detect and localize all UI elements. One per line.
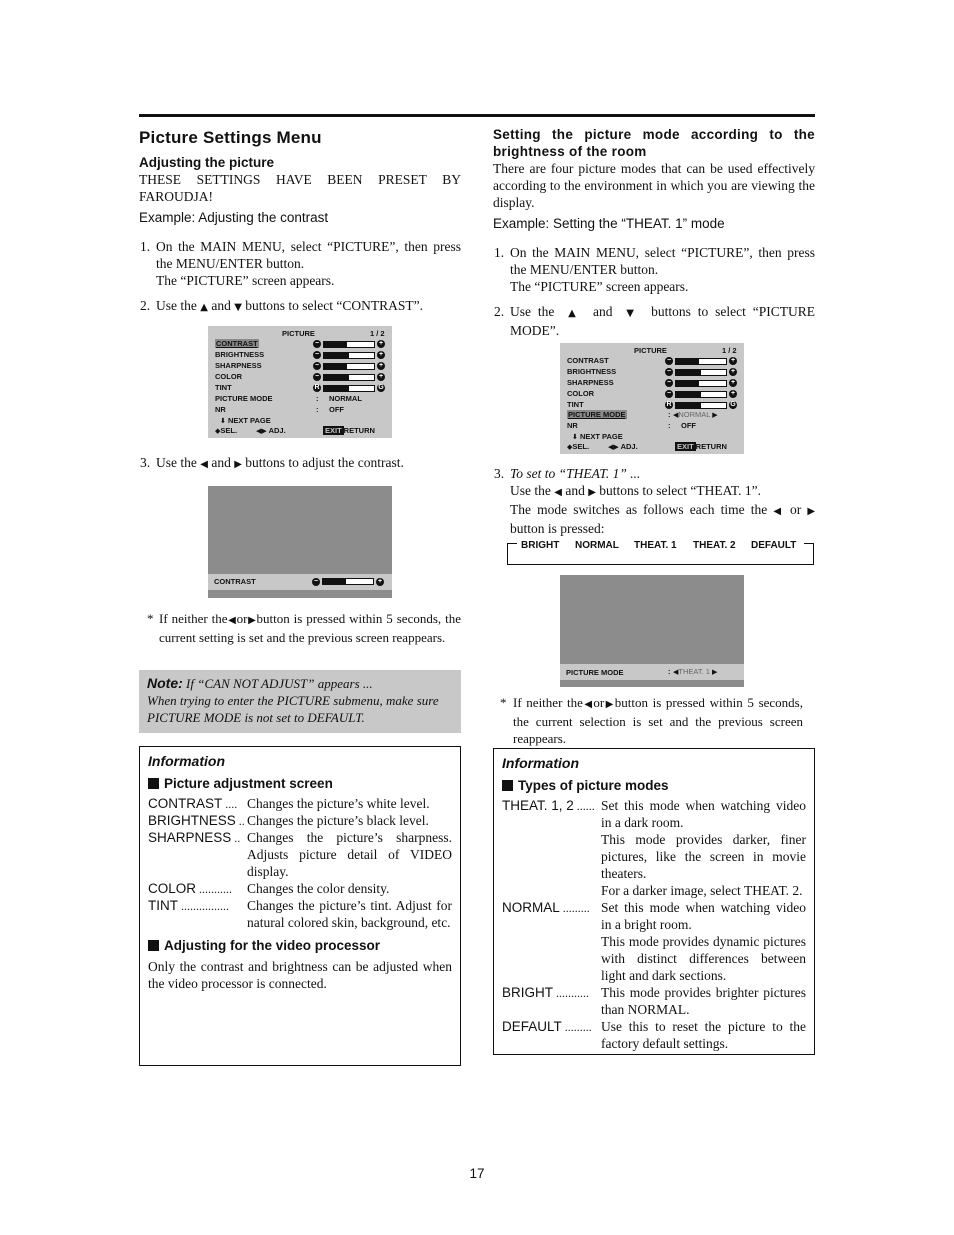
footnote: * If neither the◀or▶button is pressed within 5 seconds, the current setting is set and the previous screen reappears.	[147, 611, 461, 645]
plus-icon: +	[378, 373, 384, 380]
definition-row	[148, 795, 452, 812]
plus-icon: +	[377, 578, 383, 585]
definition-term: DEFAULT .........	[502, 1019, 592, 1034]
right-footnote	[500, 694, 803, 747]
level-bar	[675, 380, 727, 387]
right-example: Example: Setting the “THEAT. 1” mode	[493, 216, 725, 231]
menu-item-contrast: CONTRAST	[567, 356, 609, 365]
right-step-3-block: 3. To set to “THEAT. 1” ... Use the ◀ and ▶ buttons to select “THEAT. 1”. The mode switches as follows each time the ◀ or ▶ button is pressed:	[494, 466, 816, 536]
left-arrow-icon: ◀	[773, 506, 784, 517]
right-step-2-text-a: Use the	[510, 304, 555, 319]
menu-item-sharpness: SHARPNESS	[567, 378, 614, 387]
picture-menu-screen-2	[560, 343, 744, 454]
tint-green-icon: G	[730, 401, 736, 408]
contrast-adjust-screen	[208, 486, 392, 598]
definition-desc: Changes the color density.	[247, 881, 390, 896]
picture-mode-screen	[560, 575, 744, 687]
definition-row	[148, 880, 452, 897]
definition-desc: Set this mode when watching video in a dark room.	[601, 798, 806, 830]
mode-default: DEFAULT	[748, 537, 799, 554]
colon: :	[668, 667, 671, 676]
sel-label: SEL.	[572, 442, 590, 451]
definition-term: CONTRAST ....	[148, 796, 238, 811]
definition-extra: This mode provides dynamic pictures with distinct differences between light and dark sections.	[601, 934, 806, 983]
step-3-text-a: Use the	[156, 455, 197, 470]
picture-mode-bar-value: THEAT. 1	[678, 667, 710, 676]
level-bar	[675, 402, 727, 409]
colon: :	[668, 410, 671, 419]
note-line-1: If “CAN NOT ADJUST” appears ...	[186, 676, 373, 691]
definition-extra: This mode provides darker, finer pictures, like the screen in movie theaters.	[601, 832, 806, 881]
exit-key: EXIT	[677, 442, 694, 451]
menu-item-picture-mode: PICTURE MODE	[568, 410, 626, 419]
colon: :	[316, 405, 319, 414]
right-step-3	[493, 465, 815, 537]
left-right-icon: ◀▶	[608, 443, 619, 451]
right-information-box	[493, 748, 815, 1055]
left-right-icon: ◀▶	[256, 427, 267, 435]
next-page-label: NEXT PAGE	[227, 416, 271, 425]
level-bar	[323, 352, 375, 359]
picture-mode-osd	[560, 664, 744, 680]
definition-desc: Changes the picture’s sharpness. Adjusts picture detail of VIDEO display.	[247, 830, 452, 879]
menu-item-picture-mode: PICTURE MODE	[215, 394, 273, 403]
minus-icon: −	[666, 379, 672, 386]
note-label: Note:	[147, 675, 183, 691]
menu-item-nr: NR	[215, 405, 226, 414]
info-subheading: Types of picture modes	[518, 778, 669, 793]
left-arrow-icon: ◀	[582, 699, 594, 710]
example-label: Example: Adjusting the contrast	[139, 210, 329, 225]
picture-menu-screen	[208, 326, 392, 438]
step-1-text: On the MAIN MENU, select “PICTURE”, then press the MENU/ENTER button.	[156, 239, 461, 271]
nr-value: OFF	[681, 421, 696, 430]
definition-desc: This mode provides brighter pictures than NORMAL.	[601, 985, 806, 1017]
down-arrow-icon: ⬇	[220, 417, 226, 425]
definition-row	[502, 797, 806, 899]
left-footnote	[147, 610, 461, 646]
step-3-text-c: buttons to adjust the contrast.	[245, 455, 404, 470]
level-bar	[675, 369, 727, 376]
contrast-osd	[208, 574, 392, 590]
definition-term: NORMAL .........	[502, 900, 590, 915]
definition-row	[148, 812, 452, 829]
right-footnote-text-b: or	[593, 695, 605, 710]
definition-term: TINT ................	[148, 898, 229, 913]
level-bar	[323, 385, 375, 392]
up-down-icon: ◆	[567, 443, 573, 451]
up-arrow-icon: ▲	[568, 308, 580, 319]
right-footnote-text-c: button is pressed within 5 seconds, the current selection is set and the previous screen reappears.	[513, 695, 803, 746]
menu-title: PICTURE	[282, 329, 315, 338]
menu-item-brightness: BRIGHTNESS	[215, 350, 265, 359]
left-arrow-icon: ◀	[554, 487, 562, 498]
left-step-3	[139, 454, 461, 473]
footnote-text-c: button is pressed within 5 seconds, the current setting is set and the previous screen reappears.	[159, 611, 461, 645]
plus-icon: +	[378, 351, 384, 358]
plus-icon: +	[378, 340, 384, 347]
menu-page: 1 / 2	[722, 346, 737, 355]
sel-label: SEL.	[220, 426, 238, 435]
mode-theat-1: THEAT. 1	[631, 537, 680, 554]
plus-icon: +	[378, 362, 384, 369]
colon: :	[668, 421, 671, 430]
definition-row	[502, 899, 806, 984]
step-2-text-b: and	[211, 298, 231, 313]
menu-item-nr: NR	[567, 421, 578, 430]
menu-title: PICTURE	[634, 346, 667, 355]
mode-bright: BRIGHT	[518, 537, 562, 554]
plus-icon: +	[730, 390, 736, 397]
mode-normal: NORMAL	[572, 537, 622, 554]
definition-desc: Changes the picture’s black level.	[247, 813, 429, 828]
right-heading: Setting the picture mode according to the brightness of the room	[493, 127, 815, 159]
menu-item-sharpness: SHARPNESS	[215, 361, 262, 370]
right-step-2: 2. Use the ▲ and ▼ buttons to select “PICTURE MODE”.	[494, 304, 816, 338]
step-2-text-a: Use the	[156, 298, 197, 313]
return-label: RETURN	[695, 442, 727, 451]
bullet-square-icon	[148, 940, 159, 951]
minus-icon: −	[666, 368, 672, 375]
right-step-3-text-a: Use the	[510, 483, 551, 498]
picture-mode-selector: ◀NORMAL ▶	[673, 410, 718, 419]
level-bar	[675, 358, 727, 365]
definition-term: THEAT. 1, 2 ......	[502, 798, 595, 813]
definition-desc: Changes the picture’s tint. Adjust for natural colored skin, background, etc.	[247, 898, 452, 930]
right-step-1: 1. On the MAIN MENU, select “PICTURE”, then press the MENU/ENTER button. The “PICTURE” screen appears.	[494, 245, 815, 294]
information-title: Information	[148, 753, 225, 769]
picture-mode-value: NORMAL	[678, 410, 711, 419]
right-column	[493, 126, 815, 339]
mode-sequence	[507, 537, 814, 566]
menu-item-brightness: BRIGHTNESS	[567, 367, 617, 376]
bullet-square-icon	[148, 778, 159, 789]
steps-list	[139, 238, 461, 316]
definition-desc: Changes the picture’s white level.	[247, 796, 430, 811]
right-arrow-icon: ▶	[588, 487, 596, 498]
footnote-text-b: or	[236, 611, 248, 626]
right-footnote-text-a: If neither the	[513, 695, 583, 710]
colon: :	[316, 394, 319, 403]
right-step-1-result: The “PICTURE” screen appears.	[510, 279, 689, 294]
definition-extra: For a darker image, select THEAT. 2.	[601, 883, 803, 898]
up-down-icon: ◆	[215, 427, 221, 435]
return-label: RETURN	[343, 426, 375, 435]
minus-icon: −	[314, 340, 320, 347]
level-bar	[675, 391, 727, 398]
level-bar	[323, 374, 375, 381]
contrast-bar-label: CONTRAST	[214, 577, 256, 586]
left-column	[139, 124, 461, 316]
menu-item-tint: TINT	[215, 383, 232, 392]
right-arrow-icon: ▶	[604, 699, 615, 710]
right-step-3-text-e: or	[789, 502, 802, 517]
definition-row	[148, 897, 452, 931]
level-bar	[323, 363, 375, 370]
contrast-level-bar	[322, 578, 374, 585]
right-step-2-text-c: buttons to select “PICTURE MODE”.	[510, 304, 816, 338]
definition-list	[502, 797, 806, 1052]
note-line-2: When trying to enter the PICTURE submenu, make sure PICTURE MODE is not set to DEFAULT.	[147, 693, 439, 725]
definition-term: SHARPNESS ..	[148, 830, 241, 845]
note-box	[139, 670, 461, 733]
preset-note: THESE SETTINGS HAVE BEEN PRESET BY FAROUDJA!	[139, 172, 461, 204]
tint-red-icon: R	[666, 401, 672, 408]
right-arrow-icon: ▶	[807, 506, 816, 517]
step-2-text-c: buttons to select “CONTRAST”.	[245, 298, 424, 313]
step-3: 3. Use the ◀ and ▶ buttons to adjust the contrast.	[140, 455, 404, 470]
picture-mode-selector: ◀THEAT. 1 ▶	[673, 667, 718, 676]
menu-item-color: COLOR	[215, 372, 243, 381]
exit-key: EXIT	[325, 426, 342, 435]
right-step-1-text: On the MAIN MENU, select “PICTURE”, then press the MENU/ENTER button.	[510, 245, 815, 277]
right-footnote-text: * If neither the◀or▶button is pressed within 5 seconds, the current selection is set and the previous screen reappears.	[500, 695, 803, 746]
step-3-text-b: and	[211, 455, 231, 470]
tint-green-icon: G	[378, 384, 384, 391]
info-subheading-2: Adjusting for the video processor	[164, 938, 381, 953]
left-information-box	[139, 746, 461, 1066]
plus-icon: +	[730, 357, 736, 364]
menu-item-color: COLOR	[567, 389, 595, 398]
left-arrow-icon: ◀	[227, 615, 237, 626]
right-intro: There are four picture modes that can be used effectively according to the environment in which you are viewing the display.	[493, 161, 815, 210]
right-arrow-icon: ▶	[234, 459, 242, 470]
left-arrow-icon: ◀	[200, 459, 208, 470]
definition-desc: Use this to reset the picture to the factory default settings.	[601, 1019, 806, 1051]
top-rule	[139, 114, 815, 117]
menu-item-tint: TINT	[567, 400, 584, 409]
menu-page: 1 / 2	[370, 329, 385, 338]
definition-desc: Set this mode when watching video in a bright room.	[601, 900, 806, 932]
nr-value: OFF	[329, 405, 344, 414]
down-arrow-icon: ▼	[234, 302, 242, 313]
next-page-label: NEXT PAGE	[579, 432, 623, 441]
section-heading: Adjusting the picture	[139, 155, 274, 170]
minus-icon: −	[666, 390, 672, 397]
right-step-3-text-d: The mode switches as follows each time the	[510, 502, 768, 517]
definition-list	[148, 795, 452, 931]
down-arrow-icon: ▼	[626, 308, 638, 319]
mode-theat-2: THEAT. 2	[690, 537, 739, 554]
right-step-3-text-c: buttons to select “THEAT. 1”.	[599, 483, 761, 498]
definition-row	[502, 984, 806, 1018]
minus-icon: −	[666, 357, 672, 364]
plus-icon: +	[730, 379, 736, 386]
level-bar	[323, 341, 375, 348]
adj-label: ADJ.	[268, 426, 286, 435]
step-1-result: The “PICTURE” screen appears.	[156, 273, 335, 288]
information-title: Information	[502, 755, 579, 771]
right-step-2-text-b: and	[593, 304, 613, 319]
footnote-text-a: If neither the	[159, 611, 228, 626]
minus-icon: −	[314, 373, 320, 380]
right-arrow-icon: ▶	[247, 615, 257, 626]
step-1: 1. On the MAIN MENU, select “PICTURE”, then press the MENU/ENTER button. The “PICTURE” screen appears.	[140, 239, 461, 288]
step-2: 2. Use the ▲ and ▼ buttons to select “CONTRAST”.	[140, 298, 424, 313]
adj-label: ADJ.	[620, 442, 638, 451]
definition-row	[502, 1018, 806, 1052]
menu-item-contrast: CONTRAST	[216, 339, 258, 348]
right-steps	[493, 244, 815, 339]
info-subheading: Picture adjustment screen	[164, 776, 333, 791]
down-arrow-icon: ⬇	[572, 433, 578, 441]
plus-icon: +	[730, 368, 736, 375]
definition-term: COLOR ...........	[148, 881, 233, 896]
picture-mode-bar-label: PICTURE MODE	[566, 668, 624, 677]
info-paragraph: Only the contrast and brightness can be adjusted when the video processor is connected.	[148, 959, 452, 991]
up-arrow-icon: ▲	[200, 302, 208, 313]
page-title: Picture Settings Menu	[139, 128, 322, 147]
minus-icon: −	[314, 362, 320, 369]
picture-mode-value: NORMAL	[329, 394, 362, 403]
definition-row	[148, 829, 452, 880]
tint-red-icon: R	[314, 384, 320, 391]
definition-term: BRIGHT ...........	[502, 985, 590, 1000]
right-step-3-text-b: and	[565, 483, 585, 498]
minus-icon: −	[313, 578, 319, 585]
definition-term: BRIGHTNESS ..	[148, 813, 245, 828]
minus-icon: −	[314, 351, 320, 358]
page-number: 17	[469, 1166, 485, 1181]
bullet-square-icon	[502, 780, 513, 791]
right-step-3-text-f: button is pressed:	[510, 521, 605, 536]
right-step-3-title: To set to “THEAT. 1” ...	[510, 466, 641, 481]
